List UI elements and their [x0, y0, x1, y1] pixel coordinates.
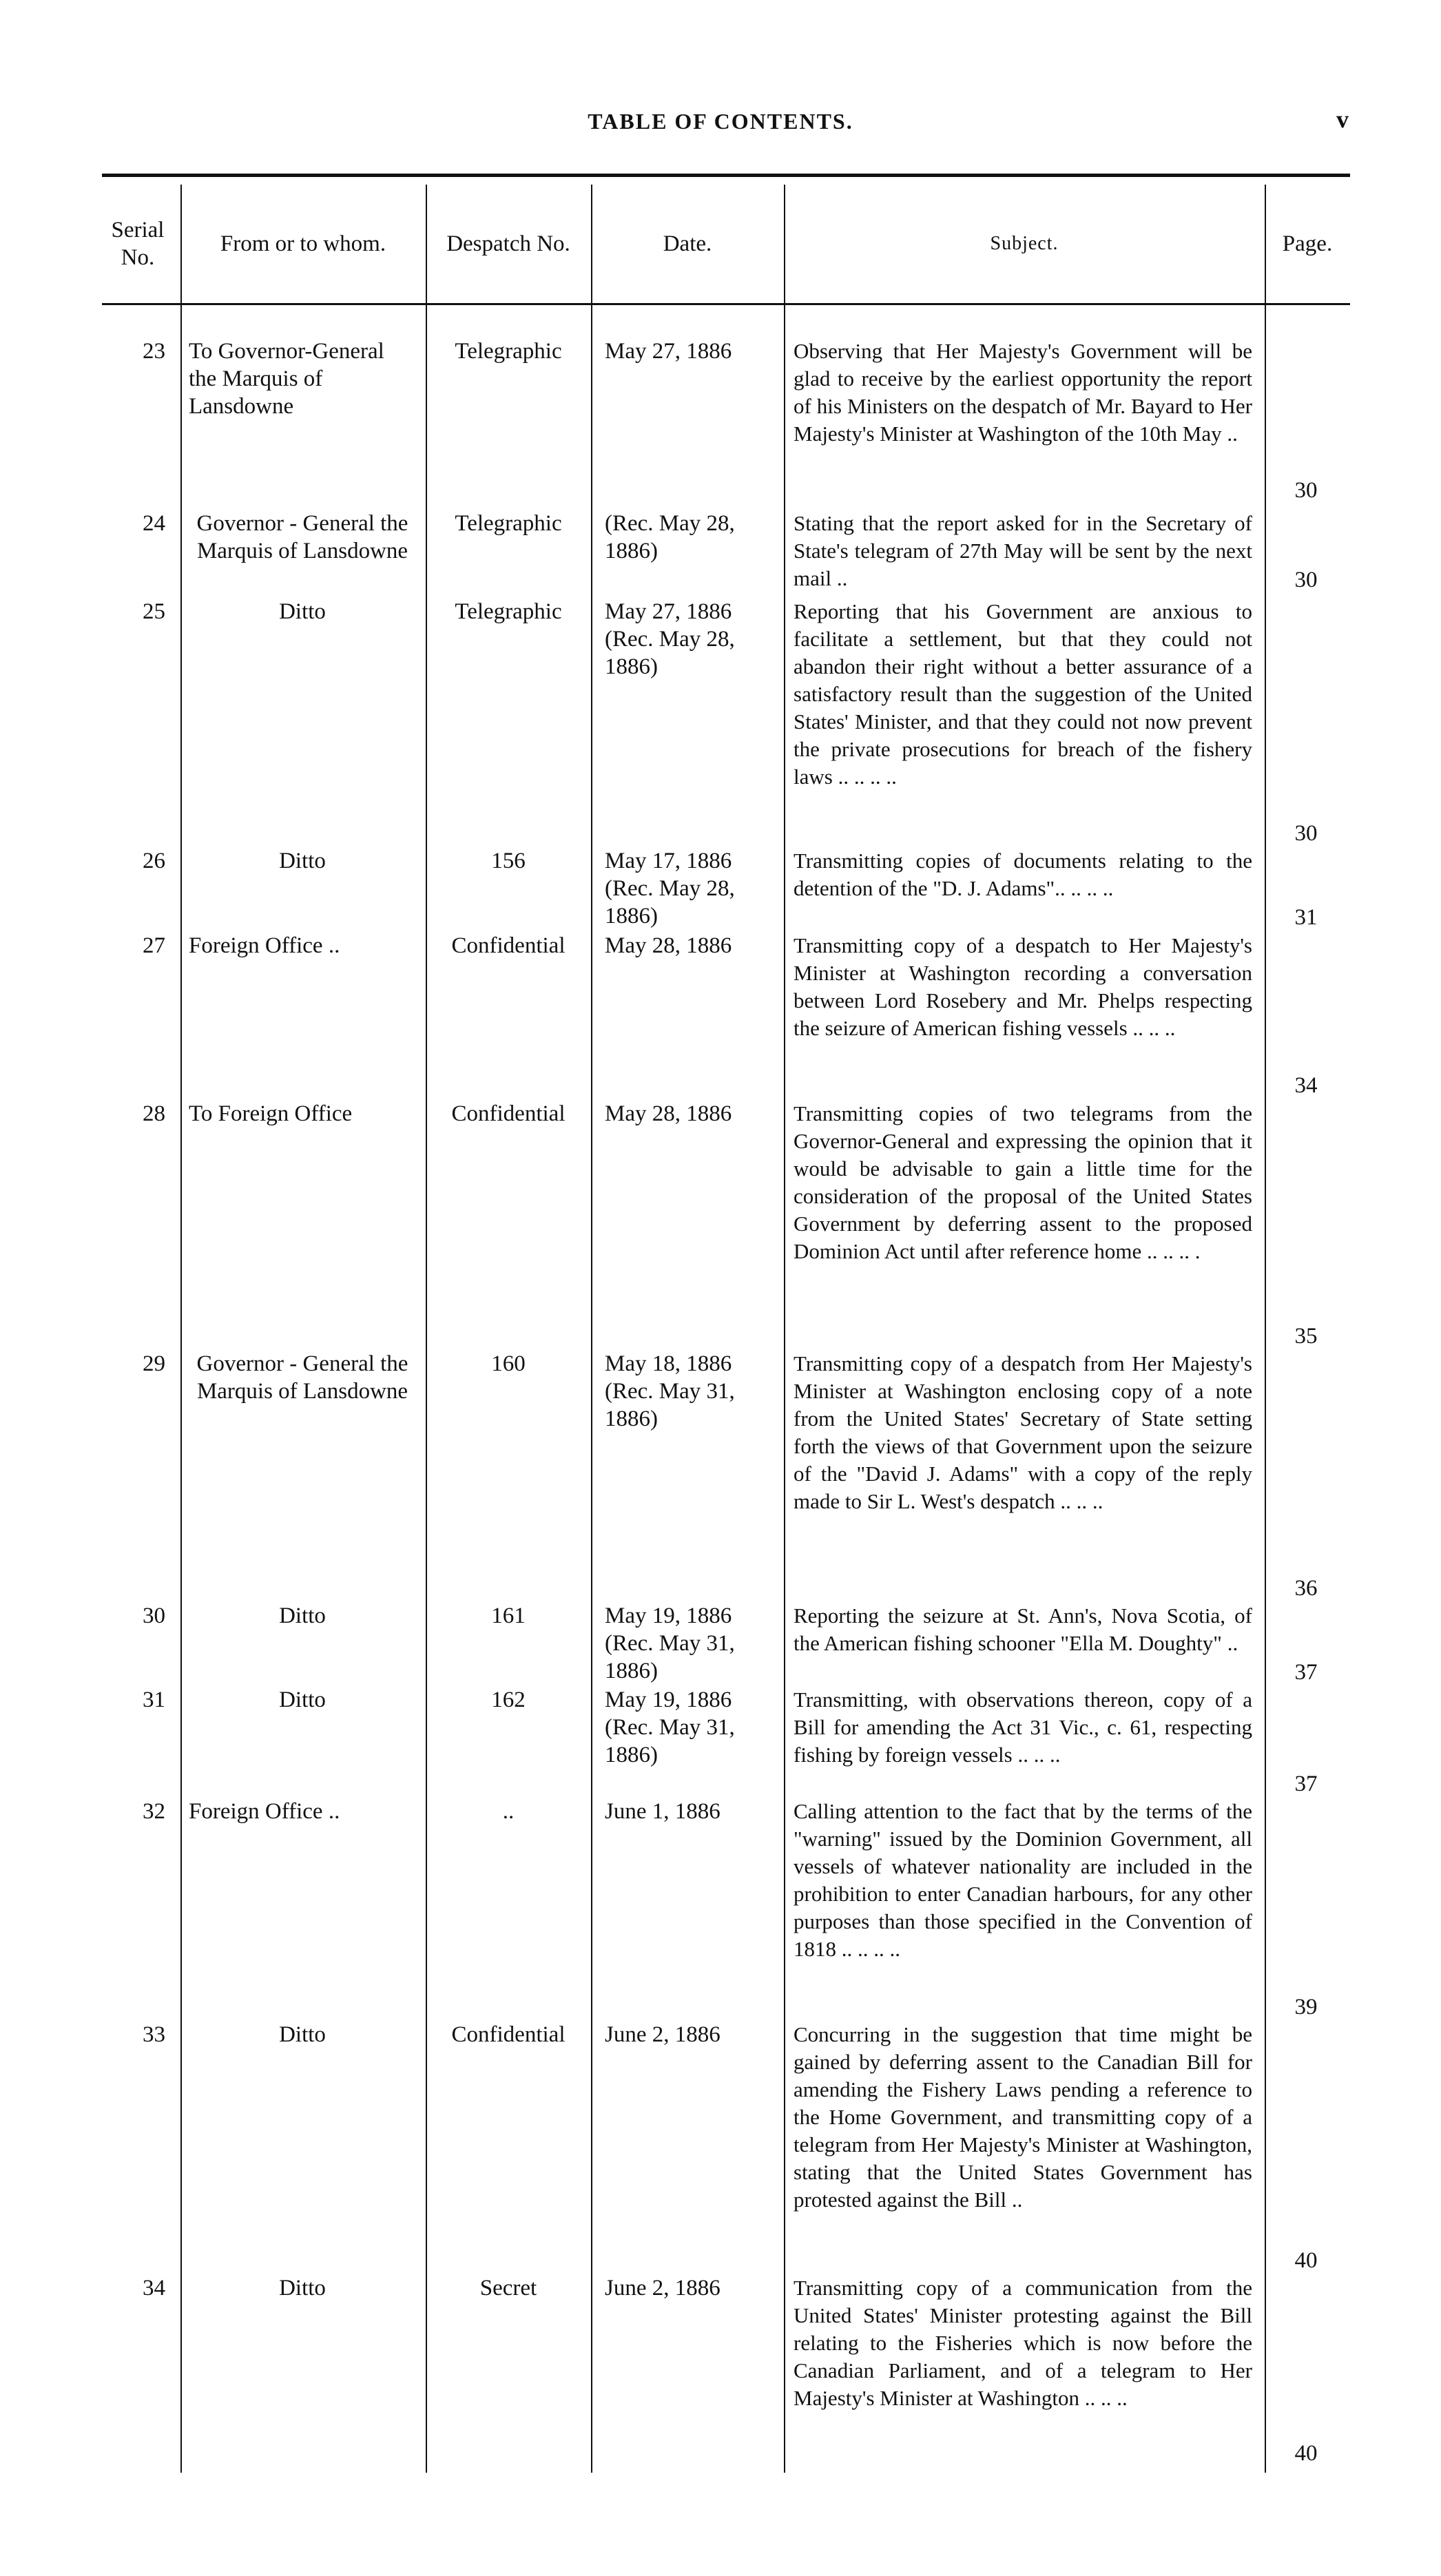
row-page: 30 — [1294, 821, 1318, 846]
row-despatch: Secret — [479, 2276, 537, 2300]
row-serial: 30 — [143, 1603, 165, 1628]
row-despatch: Telegraphic — [455, 511, 562, 536]
row-page: 31 — [1294, 905, 1318, 930]
row-serial: 24 — [143, 511, 165, 536]
row-page: 37 — [1294, 1772, 1318, 1796]
row-subject: Transmitting copy of a communication from the United States' Minister protesting against the Bill relating to the Fisheries which is now before the Canadian Parliament, and of a telegram to Her Majesty's Minister at Washington .. .. .. — [794, 2276, 1252, 2410]
row-date: May 28, 1886 — [605, 933, 732, 958]
row-date: May 17, 1886 (Rec. May 28, 1886) — [605, 849, 735, 928]
column-divider — [1265, 185, 1266, 2473]
top-rule — [102, 174, 1350, 177]
row-date: May 27, 1886 (Rec. May 28, 1886) — [605, 599, 735, 679]
row-serial: 32 — [143, 1799, 165, 1824]
row-page: 30 — [1294, 478, 1318, 503]
row-serial: 25 — [143, 599, 165, 624]
row-despatch: Telegraphic — [455, 339, 562, 364]
row-despatch: 161 — [491, 1603, 526, 1628]
row-serial: 34 — [143, 2276, 165, 2300]
row-from: To Governor-General the Marquis of Lansdowne — [189, 339, 384, 419]
row-from: Ditto — [279, 1687, 326, 1712]
row-subject: Transmitting copies of two telegrams from the Governor-General and expressing the opinion that it would be advisable to gain a little time for the consideration of the proposal of the United States Government by deferring assent to the proposed Dominion Act until after reference home .. .. .. . — [794, 1101, 1252, 1263]
row-date: June 1, 1886 — [605, 1799, 720, 1824]
column-divider — [784, 185, 785, 2473]
row-page: 35 — [1294, 1324, 1318, 1349]
row-subject: Transmitting copy of a despatch from Her Majesty's Minister at Washington enclosing copy of a note from the United States' Secretary of State setting forth the views of that Government upon the seizure of the "David J. Adams" with a copy of the reply made to Sir L. West's despatch .. .. .. — [794, 1351, 1252, 1513]
row-page: 40 — [1294, 2248, 1318, 2273]
row-despatch: 156 — [491, 849, 526, 873]
row-despatch: 162 — [491, 1687, 526, 1712]
row-subject: Transmitting copies of documents relating to the detention of the "D. J. Adams".. .. .. .. — [794, 849, 1252, 900]
row-from: Governor - General the Marquis of Lansdowne — [196, 1351, 408, 1404]
row-date: May 19, 1886 (Rec. May 31, 1886) — [605, 1603, 735, 1683]
row-date: May 27, 1886 — [605, 339, 732, 364]
row-despatch: Telegraphic — [455, 599, 562, 624]
row-page: 36 — [1294, 1576, 1318, 1601]
row-page: 39 — [1294, 1995, 1318, 2019]
column-header-from: From or to whom. — [220, 231, 386, 256]
row-serial: 29 — [143, 1351, 165, 1376]
row-serial: 33 — [143, 2022, 165, 2047]
row-from: Ditto — [279, 2022, 326, 2047]
page-header-title: TABLE OF CONTENTS. — [588, 109, 853, 134]
row-subject: Calling attention to the fact that by the terms of the "warning" issued by the Dominion Government, all vessels of whatever nationality are included in the prohibition to enter Canadian harbours, for any other purposes than those specified in the Convention of 1818 .. .. .. .. — [794, 1799, 1252, 1961]
column-header-despatch: Despatch No. — [446, 231, 570, 256]
row-subject: Observing that Her Majesty's Government will be glad to receive by the earliest opportunity the report of his Ministers on the despatch of Mr. Bayard to Her Majesty's Minister at Washington of the 10th May .. — [794, 339, 1252, 446]
row-from: Ditto — [279, 2276, 326, 2300]
row-from: Governor - General the Marquis of Lansdowne — [196, 511, 408, 563]
row-page: 37 — [1294, 1660, 1318, 1685]
row-despatch: Confidential — [451, 933, 566, 958]
row-page: 40 — [1294, 2441, 1318, 2466]
row-date: May 28, 1886 — [605, 1101, 732, 1126]
column-divider — [180, 185, 182, 2473]
column-header-page: Page. — [1282, 231, 1333, 256]
row-from: Ditto — [279, 599, 326, 624]
row-subject: Reporting the seizure at St. Ann's, Nova Scotia, of the American fishing schooner "Ella M. Doughty" .. — [794, 1603, 1252, 1655]
row-page: 30 — [1294, 568, 1318, 592]
row-subject: Transmitting copy of a despatch to Her Majesty's Minister at Washington recording a conversation between Lord Rosebery and Mr. Phelps respecting the seizure of American fishing vessels .. .. .. — [794, 933, 1252, 1040]
row-serial: 31 — [143, 1687, 165, 1712]
row-despatch: Confidential — [451, 1101, 566, 1126]
row-from: Ditto — [279, 1603, 326, 1628]
header-rule — [102, 303, 1350, 305]
row-serial: 27 — [143, 933, 165, 958]
row-subject: Transmitting, with observations thereon, copy of a Bill for amending the Act 31 Vic., c. 61, respecting fishing by foreign vessels .. .. .. — [794, 1687, 1252, 1767]
row-despatch: 160 — [491, 1351, 526, 1376]
column-divider — [426, 185, 427, 2473]
row-from: Ditto — [279, 849, 326, 873]
row-date: May 19, 1886 (Rec. May 31, 1886) — [605, 1687, 735, 1767]
row-date: May 18, 1886 (Rec. May 31, 1886) — [605, 1351, 735, 1431]
row-despatch: .. — [502, 1799, 515, 1824]
column-header-date: Date. — [663, 231, 712, 256]
column-divider — [591, 185, 592, 2473]
row-subject: Stating that the report asked for in the Secretary of State's telegram of 27th May will be sent by the next mail .. — [794, 511, 1252, 590]
row-despatch: Confidential — [451, 2022, 566, 2047]
row-date: June 2, 1886 — [605, 2022, 720, 2047]
column-header-subject: Subject. — [990, 233, 1059, 254]
row-from: Foreign Office .. — [189, 1799, 340, 1824]
row-from: To Foreign Office — [189, 1101, 353, 1126]
column-header-serial: Serial No. — [111, 218, 165, 270]
row-subject: Concurring in the suggestion that time might be gained by deferring assent to the Canadian Bill for amending the Fishery Laws pending a reference to the Home Government, and transmitting copy of a telegram from Her Majesty's Minister at Washington, stating that the United States Government has protested against the Bill .. — [794, 2022, 1252, 2212]
row-subject: Reporting that his Government are anxious to facilitate a settlement, but that they could not abandon their right without a better assurance of a satisfactory result than the suggestion of the United States' Minister, and that they could not now prevent the private prosecutions for breach of the fishery laws .. .. .. .. — [794, 599, 1252, 789]
page-number: v — [1336, 105, 1349, 133]
row-page: 34 — [1294, 1073, 1318, 1098]
row-serial: 23 — [143, 339, 165, 364]
row-serial: 26 — [143, 849, 165, 873]
row-date: June 2, 1886 — [605, 2276, 720, 2300]
row-from: Foreign Office .. — [189, 933, 340, 958]
row-serial: 28 — [143, 1101, 165, 1126]
row-date: (Rec. May 28, 1886) — [605, 511, 735, 563]
